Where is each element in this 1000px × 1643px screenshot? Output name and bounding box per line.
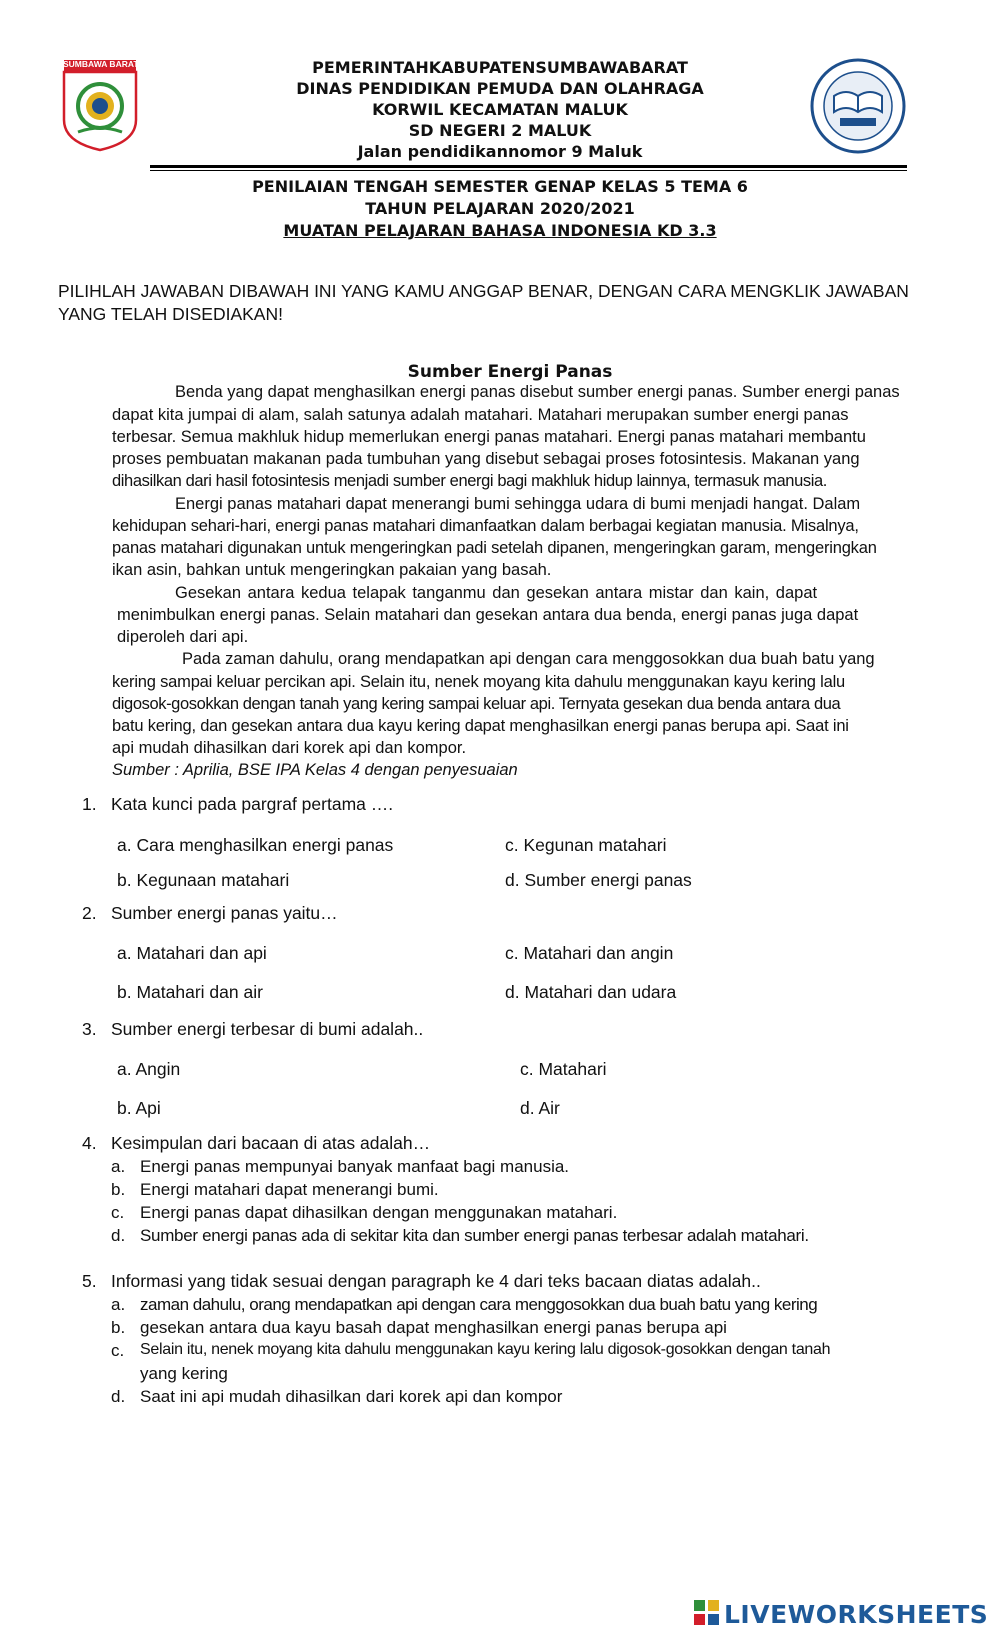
brand-text: LIVEWORKSHEETS (724, 1600, 989, 1629)
option-letter: b. (111, 1318, 126, 1337)
instruction-line-2: YANG TELAH DISEDIAKAN! (58, 304, 283, 324)
passage-line: batu kering, dan gesekan antara dua kayu kering dapat menghasilkan energi panas berupa api. Saat ini (112, 717, 849, 735)
answer-option[interactable]: b. Matahari dan air (117, 982, 263, 1002)
question-number: 4. (82, 1133, 97, 1153)
passage-line: kering sampai keluar percikan api. Selain itu, nenek moyang kita dahulu menggunakan kayu kering lalu (112, 673, 846, 691)
answer-option[interactable]: d. Sumber energi panas (505, 870, 692, 890)
question-number: 2. (82, 903, 97, 923)
passage-line: kehidupan sehari-hari, energi panas matahari dimanfaatkan dalam berbagai kegiatan manusia. Misalnya, (112, 517, 859, 535)
header-rule (150, 165, 907, 168)
exam-title-line-3: MUATAN PELAJARAN BAHASA INDONESIA KD 3.3 (283, 221, 717, 240)
option-letter: c. (111, 1203, 125, 1222)
answer-option[interactable]: a. Cara menghasilkan energi panas (117, 835, 394, 855)
answer-option[interactable]: a. Matahari dan api (117, 943, 267, 963)
question-text: Informasi yang tidak sesuai dengan paragraph ke 4 dari teks bacaan diatas adalah.. (111, 1271, 761, 1291)
option-letter: d. (111, 1226, 126, 1245)
option-letter: c. (111, 1341, 125, 1360)
header-rule-thin (150, 170, 907, 171)
passage-line: dihasilkan dari hasil fotosintesis menjadi sumber energi bagi makhluk hidup lainnya, termasuk manusia. (112, 472, 827, 490)
question-number: 3. (82, 1019, 97, 1039)
passage-line: proses pembuatan makanan pada tumbuhan yang disebut sebagai proses fotosintesis. Makanan yang (112, 450, 860, 468)
answer-option[interactable]: Selain itu, nenek moyang kita dahulu menggunakan kayu kering lalu digosok-gosokkan dengan tanah (140, 1341, 831, 1358)
header-line-1: PEMERINTAHKABUPATENSUMBAWABARAT (312, 58, 688, 77)
passage-title: Sumber Energi Panas (407, 362, 613, 382)
left-logo-text: SUMBAWA BARAT (63, 59, 139, 69)
passage-source: Sumber : Aprilia, BSE IPA Kelas 4 dengan penyesuaian (112, 761, 518, 779)
question-number: 1. (82, 794, 97, 814)
exam-title-line-1: PENILAIAN TENGAH SEMESTER GENAP KELAS 5 TEMA 6 (252, 177, 748, 196)
header-line-5: Jalan pendidikannomor 9 Maluk (357, 142, 643, 161)
passage-line: terbesar. Semua makhluk hidup memerlukan energi panas matahari. Energi panas matahari membantu (112, 428, 866, 446)
passage-line: panas matahari digunakan untuk mengeringkan padi setelah dipanen, mengeringkan garam, mengeringkan (112, 539, 877, 557)
answer-option[interactable]: Energi matahari dapat menerangi bumi. (140, 1180, 439, 1199)
exam-title (200, 176, 800, 242)
instruction-line-1: PILIHLAH JAWABAN DIBAWAH INI YANG KAMU ANGGAP BENAR, DENGAN CARA MENGKLIK JAWABAN (58, 281, 909, 301)
passage-line: menimbulkan energi panas. Selain matahari dan gesekan antara dua benda, energi panas juga dapat (117, 606, 859, 624)
question-text: Sumber energi panas yaitu… (111, 903, 338, 923)
answer-option[interactable]: Energi panas dapat dihasilkan dengan menggunakan matahari. (140, 1203, 618, 1222)
answer-option[interactable]: c. Matahari (520, 1059, 607, 1079)
passage-line: Benda yang dapat menghasilkan energi panas disebut sumber energi panas. Sumber energi panas (175, 383, 900, 401)
answer-option[interactable]: Saat ini api mudah dihasilkan dari korek api dan kompor (140, 1387, 563, 1406)
passage-line: diperoleh dari api. (117, 628, 249, 646)
answer-option[interactable]: a. Angin (117, 1059, 181, 1079)
exam-title-line-2: TAHUN PELAJARAN 2020/2021 (365, 199, 635, 218)
answer-option[interactable]: c. Kegunan matahari (505, 835, 667, 855)
passage-line: dapat kita jumpai di alam, salah satunya adalah matahari. Matahari merupakan sumber energi panas (112, 406, 849, 424)
option-letter: b. (111, 1180, 126, 1199)
instruction (58, 280, 958, 326)
answer-option[interactable]: d. Air (520, 1098, 560, 1118)
answer-option[interactable]: gesekan antara dua kayu basah dapat menghasilkan energi panas berupa api (140, 1318, 727, 1337)
school-header (250, 57, 750, 162)
question-text: Sumber energi terbesar di bumi adalah.. (111, 1019, 424, 1039)
header-line-4: SD NEGERI 2 MALUK (408, 121, 592, 140)
question-text: Kesimpulan dari bacaan di atas adalah… (111, 1133, 431, 1153)
option-letter: a. (111, 1295, 126, 1314)
answer-option[interactable]: c. Matahari dan angin (505, 943, 674, 963)
question-text: Kata kunci pada pargraf pertama …. (111, 794, 394, 814)
passage-line: ikan asin, bahkan untuk mengeringkan pakaian yang basah. (112, 561, 552, 579)
liveworksheets-brand[interactable] (694, 1600, 988, 1630)
liveworksheets-logo-icon (694, 1600, 720, 1626)
question-number: 5. (82, 1271, 97, 1291)
answer-option[interactable]: Energi panas mempunyai banyak manfaat bagi manusia. (140, 1157, 570, 1176)
answer-option-continued[interactable]: yang kering (140, 1364, 228, 1383)
passage-line: Gesekan antara kedua telapak tanganmu dan gesekan antara mistar dan kain, dapat (175, 584, 818, 602)
answer-option[interactable]: d. Matahari dan udara (505, 982, 677, 1002)
answer-option[interactable]: Sumber energi panas ada di sekitar kita dan sumber energi panas terbesar adalah matahari. (140, 1226, 809, 1245)
option-letter: a. (111, 1157, 126, 1176)
header-line-3: KORWIL KECAMATAN MALUK (372, 100, 628, 119)
passage-line: Pada zaman dahulu, orang mendapatkan api dengan cara menggosokkan dua buah batu yang (182, 650, 875, 668)
sumbawa-barat-emblem-icon (60, 58, 140, 152)
option-letter: d. (111, 1387, 126, 1406)
answer-option[interactable]: zaman dahulu, orang mendapatkan api dengan cara menggosokkan dua buah batu yang kering (140, 1295, 818, 1314)
answer-option[interactable]: b. Api (117, 1098, 161, 1118)
header-line-2: DINAS PENDIDIKAN PEMUDA DAN OLAHRAGA (296, 79, 704, 98)
passage-line: Energi panas matahari dapat menerangi bumi sehingga udara di bumi menjadi hangat. Dalam (175, 495, 861, 513)
passage-line: api mudah dihasilkan dari korek api dan kompor. (112, 739, 467, 757)
passage-line: digosok-gosokkan dengan tanah yang kering sampai keluar api. Ternyata gesekan dua benda antara dua (112, 695, 841, 713)
answer-option[interactable]: b. Kegunaan matahari (117, 870, 290, 890)
school-emblem-icon (808, 56, 908, 156)
